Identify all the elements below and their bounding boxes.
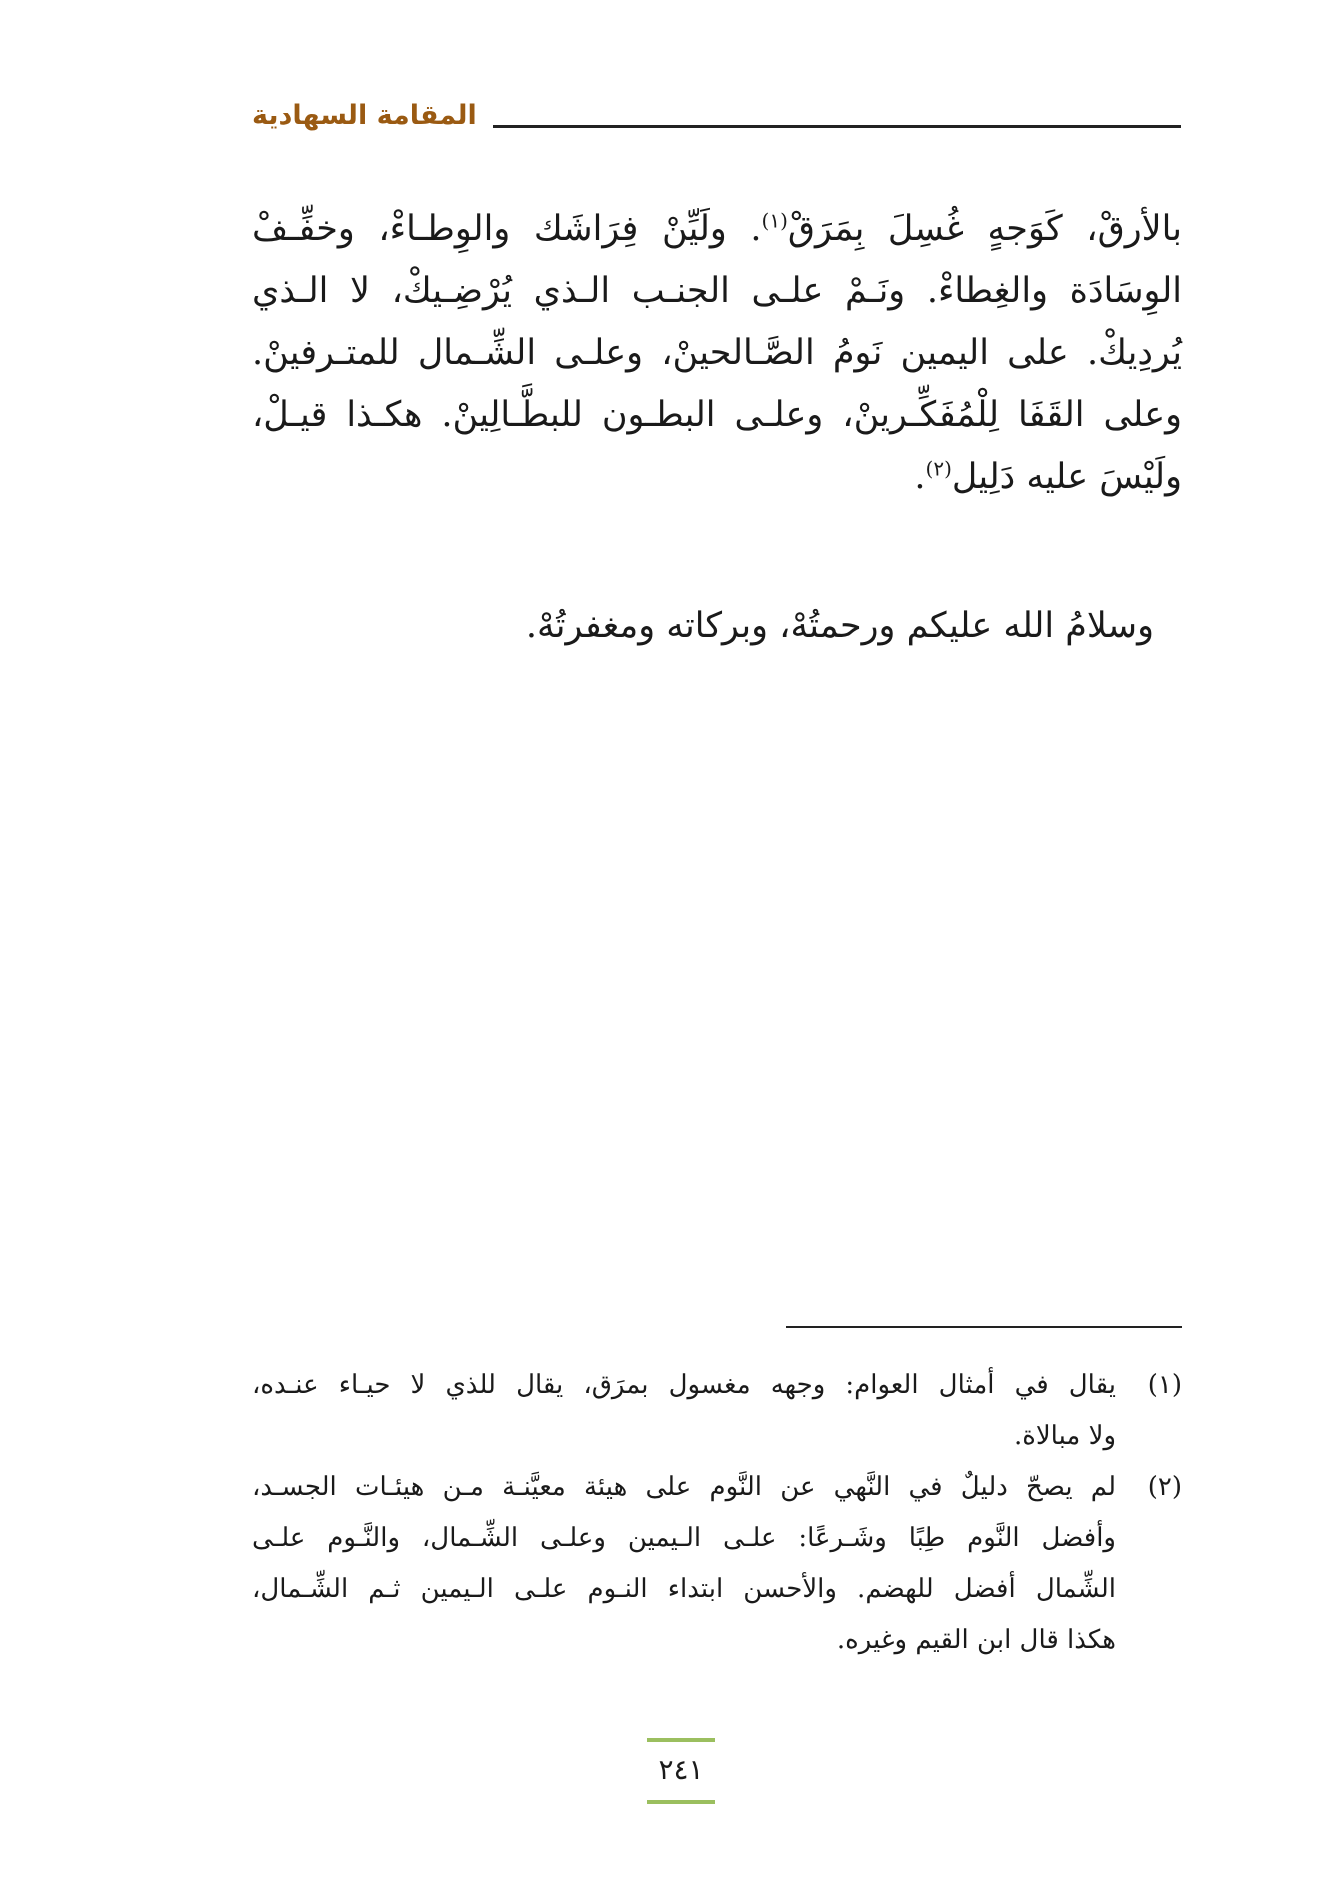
header-rule [493, 125, 1181, 128]
footnote-text [252, 1462, 1116, 1666]
footnote-number: (١) [1147, 1370, 1182, 1400]
body-line [252, 446, 1182, 508]
footnote-number: (٢) [1147, 1472, 1182, 1502]
period: . [914, 457, 926, 497]
body-line-1-end: . ولَيِّنْ فِرَاشَك والوِطـاءْ، وخفِّـفْ [252, 209, 762, 249]
footnote-line: يقال في أمثال العوام: وجهه مغسول بمرَق، يقال للذي لا حيـاء عنـده، [252, 1370, 1116, 1400]
footnotes [252, 1360, 1182, 1666]
footnote-line: ولا مبالاة. [1013, 1421, 1116, 1451]
body-line [252, 198, 1182, 260]
footnote-marker-2[interactable]: (٢) [925, 456, 952, 481]
body-line: يُردِيكْ. على اليمين نَومُ الصَّـالحينْ، وعلـى الشِّـمال للمتـرفينْ. [252, 333, 1182, 373]
page-number: ٢٤١ [658, 1753, 704, 1786]
footnote-1 [252, 1360, 1182, 1462]
body-line: الوِسَادَة والغِطاءْ. ونَـمْ علـى الجنـب الـذي يُرْضِـيكْ، لا الـذي [252, 271, 1182, 311]
footnote-marker-1[interactable]: (١) [761, 208, 788, 233]
closing-line: وسلامُ الله عليكم ورحمتُهْ، وبركاته ومغفرتُهْ. [525, 606, 1154, 646]
page-number-bar-top [647, 1738, 715, 1742]
page-number-bar-bottom [647, 1800, 715, 1804]
body-line-5: ولَيْسَ عليه دَلِيل [951, 457, 1182, 497]
body-line: وعلى القَفَا لِلْمُفَكِّـرينْ، وعلـى البطـون للبطَّـالِينْ. هكـذا قيـلْ، [252, 395, 1182, 435]
footnote-line: الشِّمال أفضل للهضم. والأحسن ابتداء النـوم علـى الـيمين ثـم الشِّـمال، [252, 1574, 1116, 1604]
header-title: المقامة السهادية [252, 100, 477, 131]
footnote-line: وأفضل النَّوم طِبًا وشَـرعًا: علـى الـيمين وعلـى الشِّـمال، والنَّـوم علـى [252, 1523, 1116, 1553]
body-line-1-start: بالأرقْ، كَوَجهٍ غُسِلَ بِمَرَقْ [787, 209, 1182, 249]
footnote-separator [786, 1326, 1182, 1328]
footnote-line: لم يصحّ دليلٌ في النَّهي عن النَّوم على هيئة معيَّنـة مـن هيئـات الجسـد، [252, 1472, 1116, 1502]
main-text [252, 198, 1182, 508]
footnote-line: هكذا قال ابن القيم وغيره. [836, 1625, 1116, 1655]
footnote-text [252, 1360, 1116, 1462]
footnote-2 [252, 1462, 1182, 1666]
